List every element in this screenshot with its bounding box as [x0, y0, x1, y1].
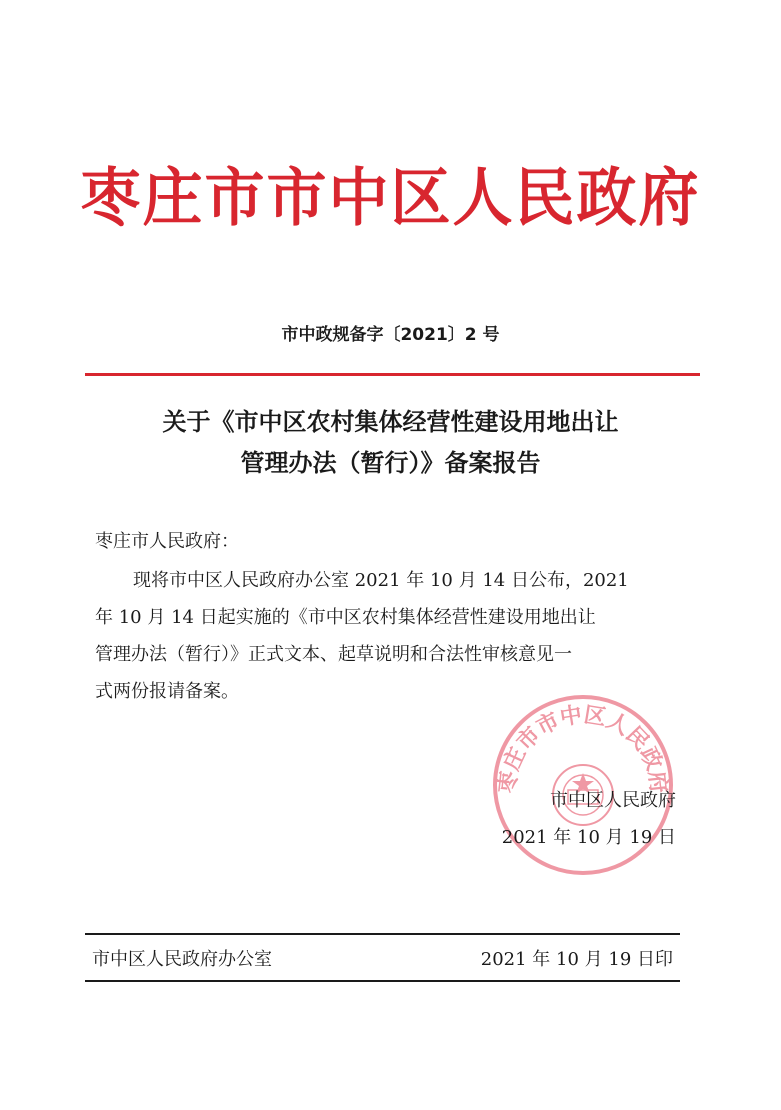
- footer-print-date: 2021 年 10 月 19 日印: [480, 949, 673, 970]
- footer-rule-top: [85, 933, 680, 935]
- document-title: [75, 402, 706, 484]
- document-number: 市中政规备字〔2021〕2 号: [281, 325, 500, 345]
- body-paragraph: [95, 562, 680, 710]
- paragraph-line: 年 10 月 14 日起实施的《市中区农村集体经营性建设用地出让: [95, 607, 596, 628]
- masthead-org-name: 枣庄市市中区人民政府: [80, 161, 701, 235]
- footer-rule-bottom: [85, 980, 680, 982]
- paragraph-line: 管理办法（暂行）》正式文本、起草说明和合法性审核意见一: [95, 644, 572, 665]
- paragraph-line: 现将市中区人民政府办公室 2021 年 10 月 14 日公布，2021: [133, 570, 629, 591]
- footer-issuer: 市中区人民政府办公室: [92, 949, 272, 970]
- seal-text: 枣庄市市中区人民政府: [495, 702, 671, 795]
- title-line-2: 管理办法（暂行）》备案报告: [240, 449, 541, 477]
- red-divider-line: [85, 373, 700, 376]
- signature-org: 市中区人民政府: [550, 790, 676, 811]
- title-line-1: 关于《市中区农村集体经营性建设用地出让: [162, 408, 619, 436]
- paragraph-line: 式两份报请备案。: [95, 681, 239, 702]
- official-seal-stamp: [488, 690, 678, 880]
- signature-date: 2021 年 10 月 19 日: [501, 827, 676, 848]
- salutation: 枣庄市人民政府：: [95, 531, 239, 552]
